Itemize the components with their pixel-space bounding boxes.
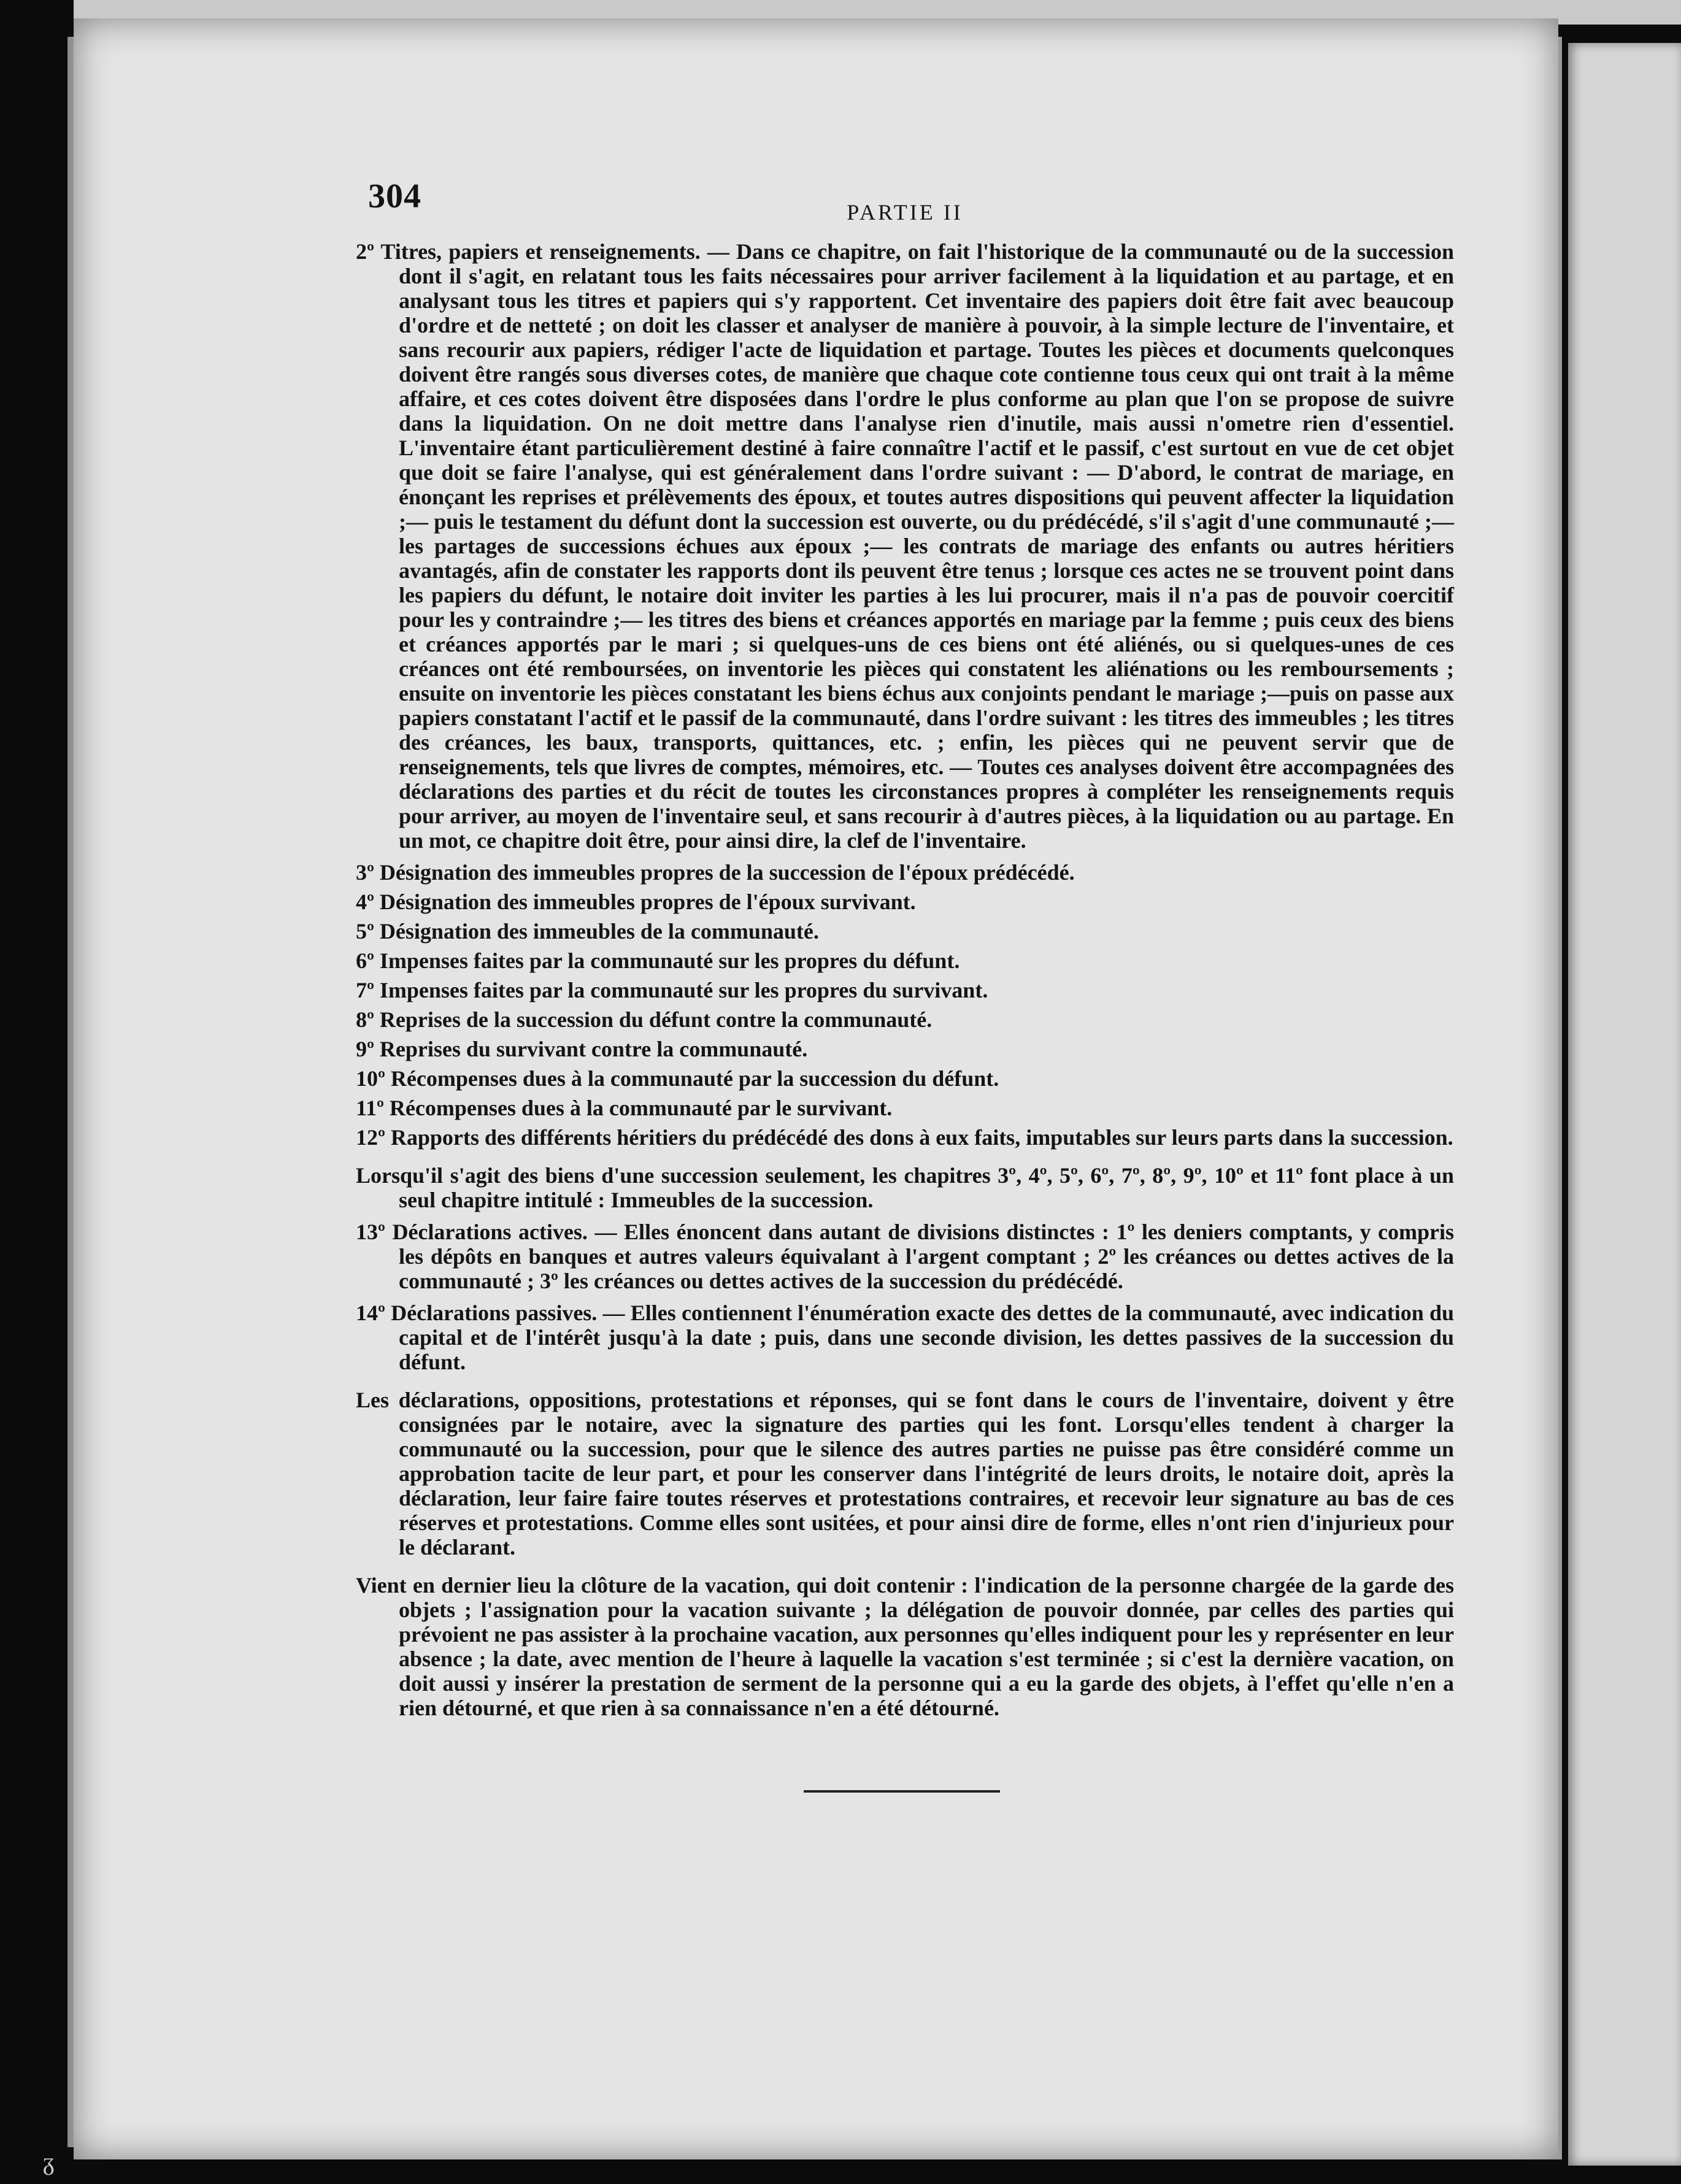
list-item (356, 1220, 1454, 1293)
paragraph-chapters: Lorsqu'il s'agit des biens d'une succession seulement, les chapitres 3º, 4º, 5º, 6º, 7º, 8º, 9º, 10º et 11º font place à un seul chapitre intitulé : Immeubles de la succession. (356, 1163, 1454, 1212)
list-item (356, 1007, 1454, 1032)
item-text: Impenses faites par la communauté sur les propres du survivant. (379, 978, 988, 1002)
item-number: 13º (356, 1220, 385, 1244)
list-item (356, 1301, 1454, 1374)
list-item (356, 1125, 1454, 1150)
item-number: 3º (356, 860, 374, 885)
page-edge-shadow (1558, 37, 1562, 2159)
item-number: 7º (356, 978, 374, 1002)
list-item (356, 239, 1454, 853)
list-item (356, 1066, 1454, 1091)
item-number: 4º (356, 890, 374, 914)
item-number: 12º (356, 1125, 385, 1150)
item-text: Titres, papiers et renseignements. — Dans ce chapitre, on fait l'historique de la communauté ou de la succession dont il s'agit, en relatant tous les faits nécessaires pour arriver facilement à la liquidation et au partage, et en analysant tous les titres et papiers qui s'y rapportent. Cet inventaire des papiers doit être fait avec beaucoup d'ordre et de netteté ; on doit les classer et analyser de manière à pouvoir, à la simple lecture de l'inventaire, et sans recourir aux papiers, rédiger l'acte de liquidation et partage. Toutes les pièces et documents quelconques doivent être rangés sous diverses cotes, de manière que chaque cote contienne tous ceux qui ont trait à la même affaire, et ces cotes doivent être disposées dans l'ordre le plus conforme au plan que l'on se propose de suivre dans la liquidation. On ne doit mettre dans l'analyse rien d'inutile, mais aussi n'ometre rien d'essentiel. L'inventaire étant particulièrement destiné à faire connaître l'actif et le passif, c'est surtout en vue de cet objet que doit se faire l'analyse, qui est généralement dans l'ordre suivant : — D'abord, le contrat de mariage, en énonçant les reprises et prélèvements des époux, et toutes autres dispositions qui peuvent affecter la liquidation ;— puis le testament du défunt dont la succession est ouverte, ou du prédécédé, s'il s'agit d'une communauté ;—les partages de successions échues aux époux ;— les contrats de mariage des enfants ou autres héritiers avantagés, afin de constater les rapports dont ils peuvent être tenus ; lorsque ces actes ne se trouvent point dans les papiers du défunt, le notaire doit inviter les parties à les lui procurer, mais il n'a pas de pouvoir coercitif pour les y contraindre ;— les titres des biens et créances apportés en mariage par la femme ; puis ceux des biens et créances apportés par le mari ; si quelques-uns de ces biens ont été aliénés, ou si quelques-unes de ces créances ont été remboursées, on inventorie les pièces qui constatent les aliénations ou les remboursements ; ensuite on inventorie les pièces constatant les biens échus aux conjoints pendant le mariage ;—puis on passe aux papiers constatant l'actif et le passif de la communauté, dans l'ordre suivant : les titres des immeubles ; les titres des créances, les baux, transports, quittances, etc. ; enfin, les pièces qui ne peuvent servir que de renseignements, tels que livres de comptes, mémoires, etc. — Toutes ces analyses doivent être accompagnées des déclarations des parties et du récit de toutes les circonstances propres à compléter les renseignements requis pour arriver, au moyen de l'inventaire seul, et sans recourir à d'autres pièces, à la liquidation ou au partage. En un mot, ce chapitre doit être, pour ainsi dire, la clef de l'inventaire. (380, 239, 1454, 853)
item-text: Reprises de la succession du défunt contre la communauté. (379, 1007, 933, 1032)
section-rule (804, 1790, 1000, 1793)
item-number: 8º (356, 1007, 374, 1032)
corner-mark: ᵹ (43, 2148, 55, 2176)
page-content (356, 177, 1455, 1728)
item-number: 10º (356, 1066, 385, 1091)
list-item (356, 1037, 1454, 1061)
list-item (356, 948, 1454, 973)
item-text: Désignation des immeubles propres de la succession de l'époux prédécédé. (379, 860, 1075, 885)
item-text: Impenses faites par la communauté sur les propres du défunt. (379, 948, 960, 973)
item-number: 9º (356, 1037, 374, 1061)
page-number: 304 (368, 177, 421, 215)
paragraph-declarations: Les déclarations, oppositions, protestations et réponses, qui se font dans le cours de l'inventaire, doivent y être consignées par le notaire, avec la signature des parties qui les font. Lorsqu'elles tendent à charger la communauté ou la succession, pour que le silence des autres parties ne puisse pas être considéré comme un approbation tacite de leur part, et pour les conserver dans l'intégrité de leurs droits, le notaire doit, après la déclaration, leur faire faire toutes réserves et protestations contraires, et recevoir leur signature au bas de ces réserves et protestations. Comme elles sont usitées, et pour ainsi dire de forme, elles n'ont rien d'injurieux pour le déclarant. (356, 1388, 1454, 1559)
list-item (356, 919, 1454, 944)
paragraph-cloture: Vient en dernier lieu la clôture de la vacation, qui doit contenir : l'indication de la personne chargée de la garde des objets ; l'assignation pour la vacation suivante ; la délégation de pouvoir donnée, par celles des parties qui prévoient ne pas assister à la prochaine vacation, aux personnes qu'elles indiquent pour les y représenter en leur absence ; la date, avec mention de l'heure à laquelle la vacation s'est terminée ; si c'est la dernière vacation, on doit aussi y insérer la prestation de serment de la personne qui a eu la garde des objets, à l'effet qu'elle n'en a rien détourné, et que rien à sa connaissance n'en a été détourné. (356, 1573, 1454, 1720)
running-title: PARTIE II (847, 200, 963, 225)
next-page-strip (1568, 43, 1681, 2166)
list-item (356, 1096, 1454, 1120)
item-text: Rapports des différents héritiers du prédécédé des dons à eux faits, imputables sur leurs parts dans la succession. (390, 1125, 1453, 1150)
item-text: Récompenses dues à la communauté par la succession du défunt. (390, 1066, 999, 1091)
list-item (356, 860, 1454, 885)
item-number: 2º (356, 239, 374, 264)
item-text: Reprises du survivant contre la communauté. (379, 1037, 808, 1061)
item-text: Déclarations passives. — Elles contiennent l'énumération exacte des dettes de la communauté, avec indication du capital et de l'intérêt jusqu'à la date ; puis, dans une seconde division, les dettes passives de la succession du défunt. (391, 1301, 1454, 1374)
item-text: Déclarations actives. — Elles énoncent dans autant de divisions distinctes : 1º les deniers comptants, y compris les dépôts en banques et autres valeurs équivalant à l'argent comptant ; 2º les créances ou dettes actives de la communauté ; 3º les créances ou dettes actives de la succession du prédécédé. (392, 1220, 1455, 1293)
item-number: 5º (356, 919, 374, 944)
item-text: Désignation des immeubles de la communauté. (379, 919, 819, 944)
item-text: Récompenses dues à la communauté par le survivant. (389, 1096, 893, 1120)
list-item (356, 890, 1454, 914)
list-item (356, 978, 1454, 1002)
item-number: 11º (356, 1096, 384, 1120)
item-number: 6º (356, 948, 374, 973)
item-text: Désignation des immeubles propres de l'époux survivant. (379, 890, 916, 914)
item-number: 14º (356, 1301, 385, 1325)
page-header (356, 177, 1454, 239)
